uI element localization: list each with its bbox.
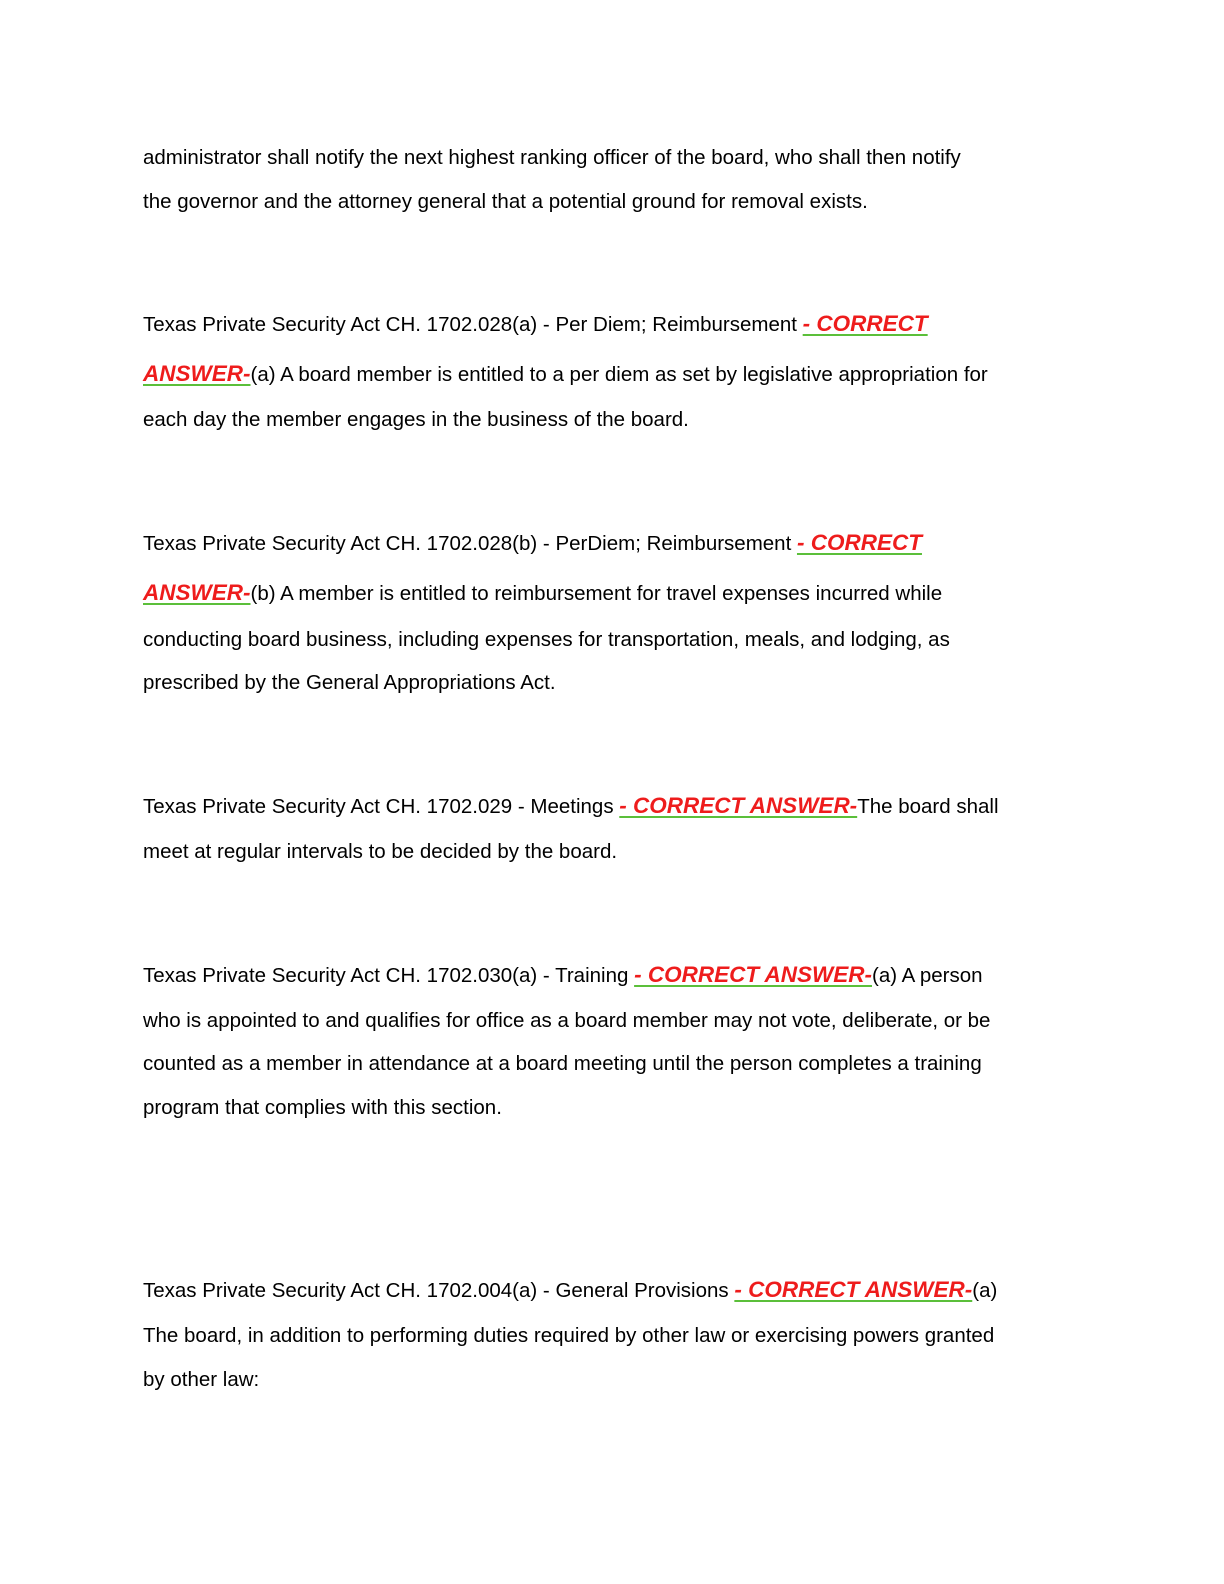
- question-text: Texas Private Security Act CH. 1702.029 - Meetings: [143, 795, 620, 818]
- text-line: by other law:: [143, 1368, 260, 1391]
- text-line: The board, in addition to performing duties required by other law or exercising powers granted: [143, 1324, 995, 1347]
- question-text: Texas Private Security Act CH. 1702.030(a) - Training: [143, 964, 635, 987]
- answer-marker: - CORRECT: [802, 311, 928, 336]
- question-line: [143, 1277, 997, 1303]
- answer-marker: ANSWER-: [143, 361, 251, 386]
- answer-line: [143, 361, 988, 387]
- text-line: conducting board business, including expenses for transportation, meals, and lodging, as: [143, 628, 950, 651]
- text-line: who is appointed to and qualifies for office as a board member may not vote, deliberate, or be: [143, 1009, 991, 1032]
- answer-marker: - CORRECT ANSWER-: [634, 962, 872, 987]
- question-text: Texas Private Security Act CH. 1702.028(a) - Per Diem; Reimbursement: [143, 313, 803, 336]
- answer-text: (b) A member is entitled to reimbursement for travel expenses incurred while: [250, 582, 943, 605]
- text-line: counted as a member in attendance at a board meeting until the person completes a training: [143, 1052, 982, 1075]
- question-line: [143, 311, 928, 337]
- text-line: program that complies with this section.: [143, 1096, 502, 1119]
- text-line: prescribed by the General Appropriations Act.: [143, 671, 556, 694]
- answer-marker: ANSWER-: [143, 580, 251, 605]
- answer-marker: - CORRECT ANSWER-: [734, 1277, 973, 1302]
- question-text: Texas Private Security Act CH. 1702.028(b) - PerDiem; Reimbursement: [143, 532, 797, 555]
- answer-marker: - CORRECT ANSWER-: [619, 793, 858, 818]
- question-line: [143, 530, 922, 556]
- text-line: meet at regular intervals to be decided by the board.: [143, 840, 618, 863]
- answer-marker: - CORRECT: [796, 530, 922, 555]
- question-line: [143, 962, 983, 988]
- answer-line: [143, 580, 942, 606]
- answer-text: (a) A board member is entitled to a per diem as set by legislative appropriation for: [250, 363, 988, 386]
- answer-text: The board shall: [857, 795, 999, 818]
- answer-text: (a) A person: [872, 964, 983, 987]
- answer-text: (a): [972, 1279, 998, 1302]
- question-line: [143, 793, 999, 819]
- text-line: administrator shall notify the next highest ranking officer of the board, who shall then notify: [143, 146, 961, 169]
- text-line: the governor and the attorney general that a potential ground for removal exists.: [143, 190, 868, 213]
- question-text: Texas Private Security Act CH. 1702.004(a) - General Provisions: [143, 1279, 735, 1302]
- text-line: each day the member engages in the business of the board.: [143, 408, 689, 431]
